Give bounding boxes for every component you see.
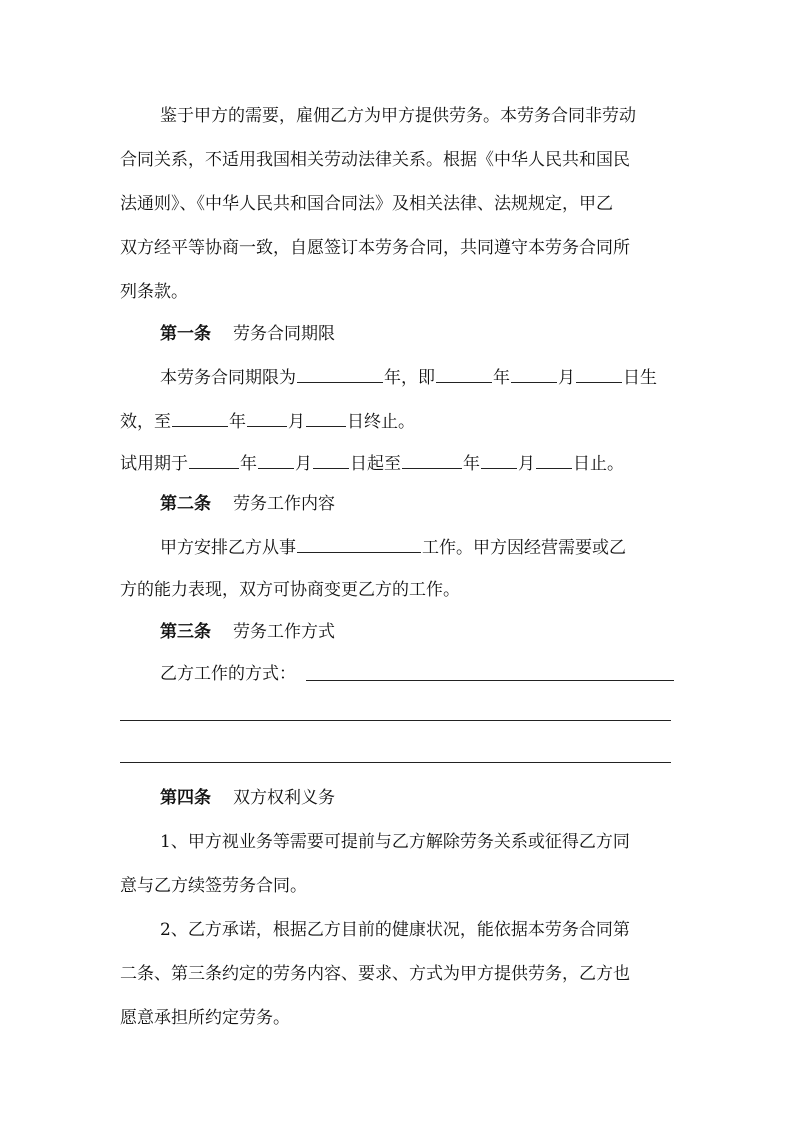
end-text-a: 效，至 [120, 412, 171, 432]
term-years-blank[interactable] [297, 364, 383, 383]
article-2-line-2: 方的能力表现，双方可协商变更乙方的工作。 [120, 580, 460, 600]
intro-line-4: 双方经平等协商一致，自愿签订本劳务合同，共同遵守本劳务合同所 [120, 238, 630, 258]
probation-start-year-blank[interactable] [189, 450, 239, 469]
clause-1-line-2: 意与乙方续签劳务合同。 [120, 876, 307, 896]
start-day-blank[interactable] [576, 364, 622, 383]
start-month-blank[interactable] [511, 364, 557, 383]
work-text-a: 甲方安排乙方从事 [160, 538, 296, 558]
work-method-label: 乙方工作的方式： [160, 664, 296, 684]
probation-text-e: 年 [463, 454, 480, 474]
article-2-heading [160, 492, 335, 516]
article-2-label: 第二条 [160, 494, 211, 514]
article-3-heading [160, 620, 335, 644]
probation-end-year-blank[interactable] [402, 450, 462, 469]
article-1-title: 劳务合同期限 [233, 324, 335, 344]
work-content-blank[interactable] [297, 534, 421, 553]
article-1-term-line [160, 364, 657, 388]
work-method-blank-1[interactable] [306, 680, 674, 681]
work-method-blank-3[interactable] [120, 762, 671, 763]
term-text-a: 本劳务合同期限为 [160, 368, 296, 388]
term-text-e: 日生 [623, 368, 657, 388]
probation-text-d: 日起至 [350, 454, 401, 474]
end-text-b: 年 [229, 412, 246, 432]
probation-text-f: 月 [518, 454, 535, 474]
probation-start-day-blank[interactable] [313, 450, 349, 469]
probation-text-a: 试用期于 [120, 454, 188, 474]
article-2-line-1 [160, 534, 626, 558]
article-2-title: 劳务工作内容 [233, 494, 335, 514]
probation-start-month-blank[interactable] [258, 450, 294, 469]
article-4-label: 第四条 [160, 788, 211, 808]
article-1-heading [160, 322, 335, 346]
clause-2-line-1: 2、乙方承诺，根据乙方目前的健康状况，能依据本劳务合同第 [160, 920, 630, 940]
article-1-label: 第一条 [160, 324, 211, 344]
clause-2-line-2: 二条、第三条约定的劳务内容、要求、方式为甲方提供劳务，乙方也 [120, 964, 630, 984]
clause-1-line-1: 1、甲方视业务等需要可提前与乙方解除劳务关系或征得乙方同 [160, 832, 630, 852]
article-3-label: 第三条 [160, 622, 211, 642]
probation-end-month-blank[interactable] [481, 450, 517, 469]
term-text-c: 年 [493, 368, 510, 388]
probation-end-day-blank[interactable] [536, 450, 572, 469]
term-text-b: 年，即 [384, 368, 435, 388]
article-1-end-line [120, 408, 415, 432]
article-4-heading [160, 786, 335, 810]
intro-line-3: 法通则》、《中华人民共和国合同法》及相关法律、法规规定，甲乙 [120, 194, 613, 214]
end-day-blank[interactable] [306, 408, 346, 427]
probation-text-b: 年 [240, 454, 257, 474]
work-text-b: 工作。甲方因经营需要或乙 [422, 538, 626, 558]
probation-text-g: 日止。 [573, 454, 624, 474]
intro-line-5: 列条款。 [120, 282, 188, 302]
intro-line-2: 合同关系，不适用我国相关劳动法律关系。根据《中华人民共和国民 [120, 150, 630, 170]
start-year-blank[interactable] [436, 364, 492, 383]
clause-2-line-3: 愿意承担所约定劳务。 [120, 1008, 290, 1028]
probation-text-c: 月 [295, 454, 312, 474]
end-year-blank[interactable] [172, 408, 228, 427]
end-month-blank[interactable] [247, 408, 287, 427]
probation-line [120, 450, 624, 474]
work-method-blank-2[interactable] [120, 720, 671, 721]
intro-line-1: 鉴于甲方的需要，雇佣乙方为甲方提供劳务。本劳务合同非劳动 [160, 106, 636, 126]
term-text-d: 月 [558, 368, 575, 388]
end-text-c: 月 [288, 412, 305, 432]
article-4-title: 双方权利义务 [233, 788, 335, 808]
article-3-title: 劳务工作方式 [233, 622, 335, 642]
end-text-d: 日终止。 [347, 412, 415, 432]
